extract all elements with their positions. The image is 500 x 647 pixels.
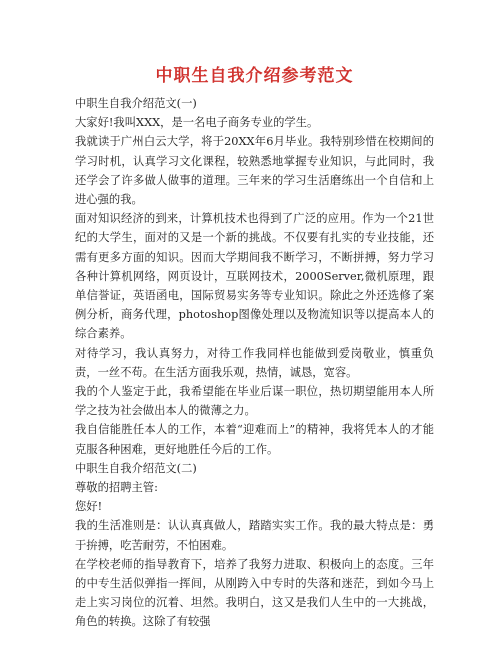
paragraph: 我的个人鉴定于此，我希望能在毕业后谋一职位，热切期望能用本人所学之技为社会做出本人的微薄之力。 [75, 385, 434, 418]
paragraph: 面对知识经济的到来，计算机技术也得到了广泛的应用。作为一个21世纪的大学生，面对的又是一个新的挑战。不仅要有扎实的专业技能，还需有更多方面的知识。因而大学期间我不断学习，不断拼搏，努力学习各种计算机网络，网页设计，互联网技术，2000Server,微机原理，跟单信誉证，英语函电，国际贸易实务等专业知识。除此之外还选修了案例分析，商务代理，photoshop图像处理以及物流知识等以提高本人的综合素养。 [75, 212, 434, 341]
paragraph: 我的生活准则是：认认真真做人，踏踏实实工作。我的最大特点是：勇于拚搏，吃苦耐劳，不怕困难。 [75, 519, 434, 552]
paragraph: 对待学习，我认真努力，对待工作我同样也能做到爱岗敬业，慎重负责，一丝不苟。在生活方面我乐观，热情，诚恳，宽容。 [75, 346, 434, 379]
section-heading: 中职生自我介绍范文(一) [75, 97, 197, 110]
greeting: 您好! [75, 500, 103, 514]
paragraph: 大家好!我叫XXX，是一名电子商务专业的学生。 [75, 116, 319, 130]
paragraph: 在学校老师的指导教育下，培养了我努力进取、积极向上的态度。三年的中专生活似弹指一挥间，从刚跨入中专时的失落和迷茫，到如今马上走上实习岗位的沉着、坦然。我明白，这又是我们人生中的一大挑战，角色的转换。这除了有较强 [75, 557, 434, 629]
section-heading: 中职生自我介绍范文(二) [75, 461, 197, 475]
paragraph: 我自信能胜任本人的工作，本着“迎难而上”的精神，我将凭本人的才能克服各种困难，更好地胜任今后的工作。 [75, 423, 434, 456]
paragraph: 我就读于广州白云大学，将于20XX年6月毕业。我特别珍惜在校期间的学习时机，认真学习文化课程，较熟悉地掌握专业知识，与此同时，我还学会了许多做人做事的道理。三年来的学习生活磨练出一个自信和上进心强的我。 [75, 135, 434, 207]
document-title: 中职生自我介绍参考范文 [155, 66, 354, 86]
salutation: 尊敬的招聘主管: [75, 481, 158, 495]
